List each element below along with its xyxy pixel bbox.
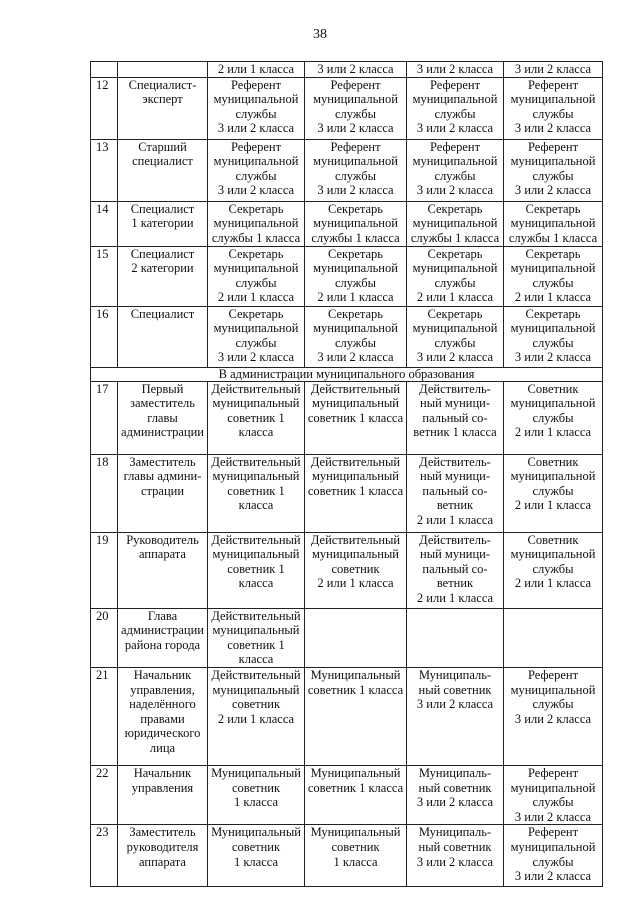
rank-cell: Действительный муниципальный советник 2 или 1 класса xyxy=(208,667,305,765)
rank-cell: Секретарь муниципальной службы 2 или 1 класса xyxy=(504,246,603,306)
rank-cell: Референт муниципальной службы 3 или 2 класса xyxy=(208,77,305,139)
rank-cell: Муниципальный советник 1 класса xyxy=(305,667,407,765)
row-number: 22 xyxy=(91,765,118,824)
table-cell: 3 или 2 класса xyxy=(407,62,504,78)
rank-cell: Секретарь муниципальной службы 3 или 2 класса xyxy=(407,306,504,367)
rank-cell: Действительный муниципальный советник 1 класса xyxy=(208,532,305,608)
table-row xyxy=(91,201,603,246)
rank-cell: Действительный муниципальный советник 1 класса xyxy=(305,381,407,454)
position-title: Специалист 1 категории xyxy=(118,201,208,246)
table-cell xyxy=(118,62,208,78)
section-title: В администрации муниципального образования xyxy=(91,367,603,381)
position-title: Глава администрации района города xyxy=(118,608,208,667)
rank-cell: Референт муниципальной службы 3 или 2 класса xyxy=(504,765,603,824)
position-title: Заместитель главы админи- страции xyxy=(118,454,208,532)
position-title: Начальник управления xyxy=(118,765,208,824)
position-title: Первый заместитель главы администрации xyxy=(118,381,208,454)
table-row xyxy=(91,532,603,608)
table-row xyxy=(91,139,603,201)
rank-cell: Советник муниципальной службы 2 или 1 класса xyxy=(504,532,603,608)
table-cell: 2 или 1 класса xyxy=(208,62,305,78)
table-row xyxy=(91,306,603,367)
table-row xyxy=(91,667,603,765)
rank-cell: Действительный муниципальный советник 2 или 1 класса xyxy=(305,532,407,608)
rank-cell: Действитель- ный муници- пальный со- ветник 2 или 1 класса xyxy=(407,532,504,608)
rank-cell: Референт муниципальной службы 3 или 2 класса xyxy=(407,139,504,201)
table-row xyxy=(91,608,603,667)
table-row xyxy=(91,825,603,887)
row-number: 13 xyxy=(91,139,118,201)
rank-cell: Секретарь муниципальной службы 3 или 2 класса xyxy=(208,306,305,367)
rank-cell: Референт муниципальной службы 3 или 2 класса xyxy=(504,139,603,201)
table-cell xyxy=(91,62,118,78)
positions-table xyxy=(90,61,603,887)
rank-cell: Муниципальный советник 1 класса xyxy=(305,765,407,824)
position-title: Руководитель аппарата xyxy=(118,532,208,608)
rank-cell: Референт муниципальной службы 3 или 2 класса xyxy=(504,825,603,887)
table-cell: 3 или 2 класса xyxy=(305,62,407,78)
rank-cell: Секретарь муниципальной службы 1 класса xyxy=(208,201,305,246)
rank-cell: Референт муниципальной службы 3 или 2 класса xyxy=(208,139,305,201)
position-title: Старший специалист xyxy=(118,139,208,201)
rank-cell: Действитель- ный муници- пальный со- ветник 2 или 1 класса xyxy=(407,454,504,532)
rank-cell: Референт муниципальной службы 3 или 2 класса xyxy=(504,77,603,139)
table-row xyxy=(91,454,603,532)
rank-cell: Референт муниципальной службы 3 или 2 класса xyxy=(305,77,407,139)
rank-cell xyxy=(305,608,407,667)
table-row xyxy=(91,62,603,78)
rank-cell: Действительный муниципальный советник 1 класса xyxy=(208,454,305,532)
row-number: 16 xyxy=(91,306,118,367)
row-number: 14 xyxy=(91,201,118,246)
row-number: 17 xyxy=(91,381,118,454)
row-number: 12 xyxy=(91,77,118,139)
row-number: 23 xyxy=(91,825,118,887)
rank-cell: Действительный муниципальный советник 1 класса xyxy=(208,381,305,454)
table-row xyxy=(91,246,603,306)
rank-cell: Референт муниципальной службы 3 или 2 класса xyxy=(504,667,603,765)
rank-cell: Муниципаль- ный советник 3 или 2 класса xyxy=(407,667,504,765)
page-number: 38 xyxy=(313,27,327,42)
position-title: Специалист xyxy=(118,306,208,367)
rank-cell xyxy=(407,608,504,667)
row-number: 19 xyxy=(91,532,118,608)
rank-cell: Секретарь муниципальной службы 1 класса xyxy=(504,201,603,246)
table-cell: 3 или 2 класса xyxy=(504,62,603,78)
row-number: 20 xyxy=(91,608,118,667)
section-row xyxy=(91,367,603,381)
table-row xyxy=(91,381,603,454)
rank-cell xyxy=(504,608,603,667)
rank-cell: Секретарь муниципальной службы 1 класса xyxy=(305,201,407,246)
rank-cell: Муниципальный советник 1 класса xyxy=(208,825,305,887)
rank-cell: Действитель- ный муници- пальный со- ветник 1 класса xyxy=(407,381,504,454)
row-number: 15 xyxy=(91,246,118,306)
rank-cell: Секретарь муниципальной службы 3 или 2 класса xyxy=(305,306,407,367)
rank-cell: Действительный муниципальный советник 1 класса xyxy=(208,608,305,667)
position-title: Заместитель руководителя аппарата xyxy=(118,825,208,887)
rank-cell: Советник муниципальной службы 2 или 1 класса xyxy=(504,381,603,454)
rank-cell: Муниципаль- ный советник 3 или 2 класса xyxy=(407,825,504,887)
position-title: Начальник управления, наделённого правами юридического лица xyxy=(118,667,208,765)
rank-cell: Действительный муниципальный советник 1 класса xyxy=(305,454,407,532)
rank-cell: Референт муниципальной службы 3 или 2 класса xyxy=(407,77,504,139)
row-number: 18 xyxy=(91,454,118,532)
rank-cell: Советник муниципальной службы 2 или 1 класса xyxy=(504,454,603,532)
rank-cell: Муниципальный советник 1 класса xyxy=(305,825,407,887)
row-number: 21 xyxy=(91,667,118,765)
rank-cell: Секретарь муниципальной службы 2 или 1 класса xyxy=(407,246,504,306)
rank-cell: Секретарь муниципальной службы 3 или 2 класса xyxy=(504,306,603,367)
rank-cell: Муниципальный советник 1 класса xyxy=(208,765,305,824)
position-title: Специалист 2 категории xyxy=(118,246,208,306)
rank-cell: Секретарь муниципальной службы 2 или 1 класса xyxy=(208,246,305,306)
table-row xyxy=(91,77,603,139)
rank-cell: Муниципаль- ный советник 3 или 2 класса xyxy=(407,765,504,824)
rank-cell: Секретарь муниципальной службы 1 класса xyxy=(407,201,504,246)
rank-cell: Референт муниципальной службы 3 или 2 класса xyxy=(305,139,407,201)
table-row xyxy=(91,765,603,824)
rank-cell: Секретарь муниципальной службы 2 или 1 класса xyxy=(305,246,407,306)
position-title: Специалист- эксперт xyxy=(118,77,208,139)
